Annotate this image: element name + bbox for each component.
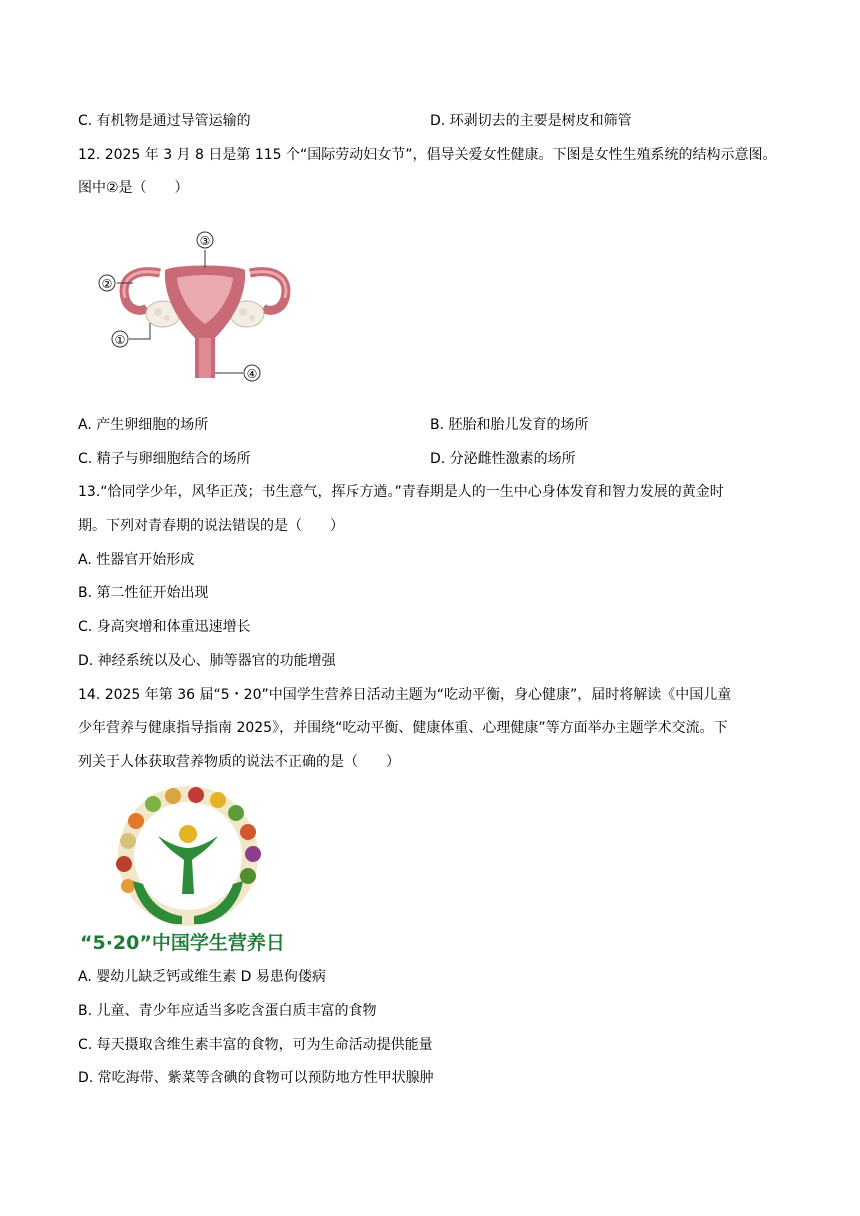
q14-option-d: D. 常吃海带、紫菜等含碘的食物可以预防地方性甲状腺肿 [78, 1070, 434, 1086]
q14-option-b: B. 儿童、青少年应适当多吃含蛋白质丰富的食物 [78, 1003, 377, 1019]
q12-option-d: D. 分泌雌性激素的场所 [430, 451, 576, 467]
q13-option-b: B. 第二性征开始出现 [78, 585, 209, 601]
q14-stem-line2: 少年营养与健康指导指南 2025》，并围绕“吃动平衡、健康体重、心理健康”等方面举办主题学术交流。下 [78, 720, 728, 736]
female-reproductive-system-diagram [95, 228, 315, 388]
q12-stem-line1: 12. 2025 年 3 月 8 日是第 115 个“国际劳动妇女节”，倡导关爱女性健康。下图是女性生殖系统的结构示意图。 [78, 147, 777, 163]
q13-option-d: D. 神经系统以及心、肺等器官的功能增强 [78, 653, 336, 669]
diagram-label-1: ① [114, 333, 126, 347]
q12-option-b: B. 胚胎和胎儿发育的场所 [430, 417, 589, 433]
diagram-label-2: ② [101, 277, 113, 291]
q14-option-c: C. 每天摄取含维生素丰富的食物，可为生命活动提供能量 [78, 1037, 433, 1053]
q14-stem-line3: 列关于人体获取营养物质的说法不正确的是（ ） [78, 754, 400, 770]
logo-text: “5·20”中国学生营养日 [80, 932, 285, 954]
diagram-label-4: ④ [246, 367, 258, 381]
q13-option-a: A. 性器官开始形成 [78, 552, 195, 568]
q12-stem-line2: 图中②是（ ） [78, 180, 189, 196]
q14-option-a: A. 婴幼儿缺乏钙或维生素 D 易患佝偻病 [78, 969, 326, 985]
q13-stem-line2: 期。下列对青春期的说法错误的是（ ） [78, 518, 344, 534]
student-nutrition-day-logo [78, 786, 298, 956]
q11-option-c: C. 有机物是通过导管运输的 [78, 113, 251, 129]
vagina [199, 338, 211, 378]
q11-option-d: D. 环剥切去的主要是树皮和筛管 [430, 113, 632, 129]
q12-option-a: A. 产生卵细胞的场所 [78, 417, 209, 433]
q13-option-c: C. 身高突增和体重迅速增长 [78, 619, 251, 635]
q14-stem-line1: 14. 2025 年第 36 届“5・20”中国学生营养日活动主题为“吃动平衡，身心健康”，届时将解读《中国儿童 [78, 687, 732, 703]
q12-option-c: C. 精子与卵细胞结合的场所 [78, 451, 251, 467]
person-head-icon [179, 825, 197, 843]
person-figure-icon [158, 836, 218, 894]
q13-stem-line1: 13.“恰同学少年，风华正茂；书生意气，挥斥方遒。”青春期是人的一生中心身体发育和智力发展的黄金时 [78, 484, 724, 500]
diagram-label-3: ③ [199, 234, 211, 248]
